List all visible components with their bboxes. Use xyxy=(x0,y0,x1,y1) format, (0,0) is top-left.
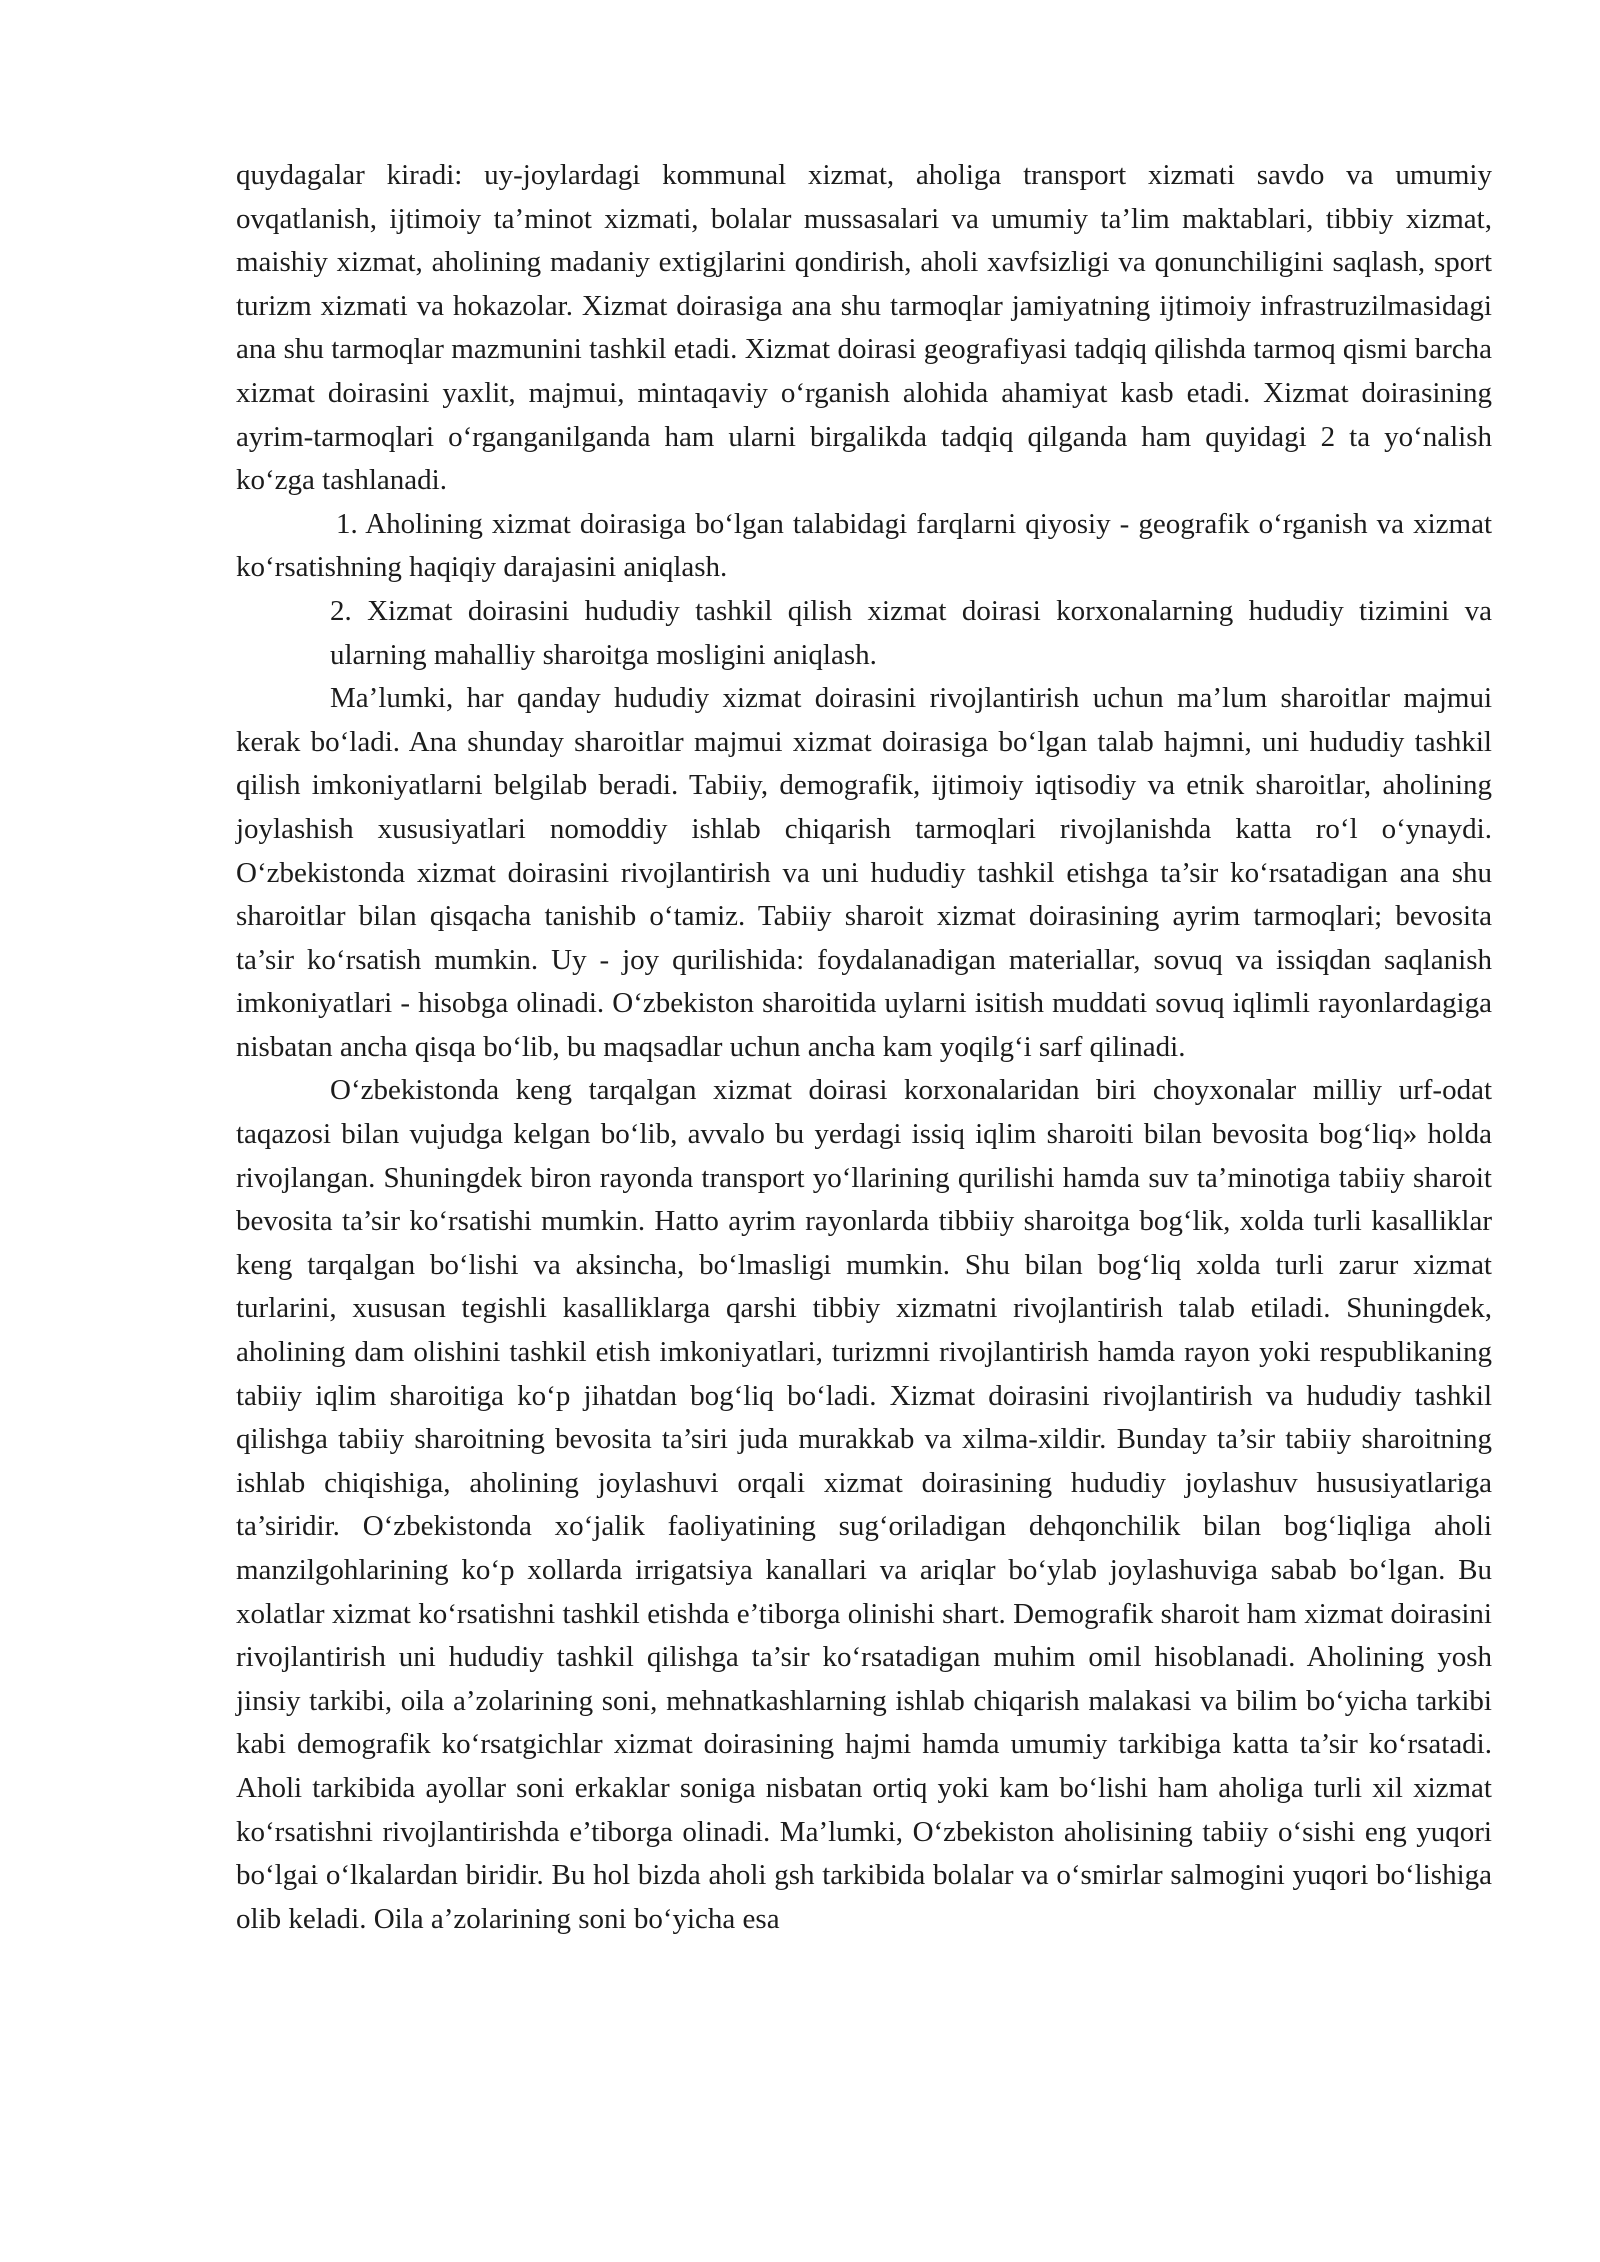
list-item-2: 2. Xizmat doirasini hududiy tashkil qilish xizmat doirasi korxonalarning hududiy tizimini va ularning mahalliy sharoitga mosligini aniqlash. xyxy=(330,594,1492,671)
paragraph-intro: quydagalar kiradi: uy-joylardagi kommunal xizmat, aholiga transport xizmati savdo va umumiy ovqatlanish, ijtimoiy ta’minot xizmati, bolalar mussasalari va umumiy ta’lim maktablari, tibbiy xizmat, maishiy xizmat, aholining madaniy extigjlarini qondirish, aholi xavfsizligi va qonunchiligini saqlash, sport turizm xizmati va hokazolar. Xizmat doirasiga ana shu tarmoqlar jamiyatning ijtimoiy infrastruzilmasidagi ana shu tarmoqlar mazmunini tashkil etadi. Xizmat doirasi geografiyasi tadqiq qilishda tarmoq qismi barcha xizmat doirasini yaxlit, majmui, mintaqaviy o‘rganish alohida ahamiyat kasb etadi. Xizmat doirasining ayrim-tarmoqlari o‘rganganilganda ham ularni birgalikda tadqiq qilganda ham quyidagi 2 ta yo‘nalish ko‘zga tashlanadi. xyxy=(236,159,1492,497)
paragraph-choyxonalar: O‘zbekistonda keng tarqalgan xizmat doirasi korxonalaridan biri choyxonalar milliy urf-odat taqazosi bilan vujudga kelgan bo‘lib, avvalo bu yerdagi issiq iqlim sharoiti bilan bevosita bog‘liq» holda rivojlangan. Shuningdek biron rayonda transport yo‘llarining qurilishi hamda suv ta’minotiga tabiiy sharoit bevosita ta’sir ko‘rsatishi mumkin. Hatto ayrim rayonlarda tibbiiy sharoitga bog‘lik, xolda turli kasalliklar keng tarqalgan bo‘lishi va aksincha, bo‘lmasligi mumkin. Shu bilan bog‘liq xolda turli zarur xizmat turlarini, xususan tegishli kasalliklarga qarshi tibbiy xizmatni rivojlantirish talab etiladi. Shuningdek, aholining dam olishini tashkil etish imkoniyatlari, turizmni rivojlantirish hamda rayon yoki respublikaning tabiiy iqlim sharoitiga ko‘p jihatdan bog‘liq bo‘ladi. Xizmat doirasini rivojlantirish va hududiy tashkil qilishga tabiiy sharoitning bevosita ta’siri juda murakkab va xilma-xildir. Bunday ta’sir tabiiy sharoitning ishlab chiqishiga, aholining joylashuvi orqali xizmat doirasining hududiy joylashuv hususiyatlariga ta’siridir. O‘zbekistonda xo‘jalik faoliyatining sug‘oriladigan dehqonchilik bilan bog‘liqliga aholi manzilgohlarining ko‘p xollarda irrigatsiya kanallari va ariqlar bo‘ylab joylashuviga sabab bo‘lgan. Bu xolatlar xizmat ko‘rsatishni tashkil etishda e’tiborga olinishi shart. Demografik sharoit ham xizmat doirasini rivojlantirish uni hududiy tashkil qilishga ta’sir ko‘rsatadigan muhim omil hisoblanadi. Aholining yosh jinsiy tarkibi, oila a’zolarining soni, mehnatkashlarning ishlab chiqarish malakasi va bilim bo‘yicha tarkibi kabi demografik ko‘rsatgichlar xizmat doirasining hajmi hamda umumiy tarkibiga katta ta’sir ko‘rsatadi. Aholi tarkibida ayollar soni erkaklar soniga nisbatan ortiq yoki kam bo‘lishi ham aholiga turli xil xizmat ko‘rsatishni rivojlantirishda e’tiborga olinadi. Ma’lumki, O‘zbekiston aholisining tabiiy o‘sishi eng yuqori bo‘lgai o‘lkalardan biridir. Bu hol bizda aholi gsh tarkibida bolalar va o‘smirlar salmogini yuqori bo‘lishiga olib keladi. Oila a’zolarining soni bo‘yicha esa xyxy=(236,1074,1492,1935)
document-page xyxy=(236,154,1492,1941)
list-item-1: 1. Aholining xizmat doirasiga bo‘lgan talabidagi farqlarni qiyosiy - geografik o‘rganish va xizmat ko‘rsatishning haqiqiy darajasini aniqlash. xyxy=(236,507,1492,584)
paragraph-conditions: Ma’lumki, har qanday hududiy xizmat doirasini rivojlantirish uchun ma’lum sharoitlar majmui kerak bo‘ladi. Ana shunday sharoitlar majmui xizmat doirasiga bo‘lgan talab hajmni, uni hududiy tashkil qilish imkoniyatlarni belgilab beradi. Tabiiy, demografik, ijtimoiy iqtisodiy va etnik sharoitlar, aholining joylashish xususiyatlari nomoddiy ishlab chiqarish tarmoqlari rivojlanishda katta ro‘l o‘ynaydi. O‘zbekistonda xizmat doirasini rivojlantirish va uni hududiy tashkil etishga ta’sir ko‘rsatadigan ana shu sharoitlar bilan qisqacha tanishib o‘tamiz. Tabiiy sharoit xizmat doirasining ayrim tarmoqlari; bevosita ta’sir ko‘rsatish mumkin. Uy - joy qurilishida: foydalanadigan materiallar, sovuq va issiqdan saqlanish imkoniyatlari - hisobga olinadi. O‘zbekiston sharoitida uylarni isitish muddati sovuq iqlimli rayonlardagiga nisbatan ancha qisqa bo‘lib, bu maqsadlar uchun ancha kam yoqilg‘i sarf qilinadi. xyxy=(236,682,1492,1063)
